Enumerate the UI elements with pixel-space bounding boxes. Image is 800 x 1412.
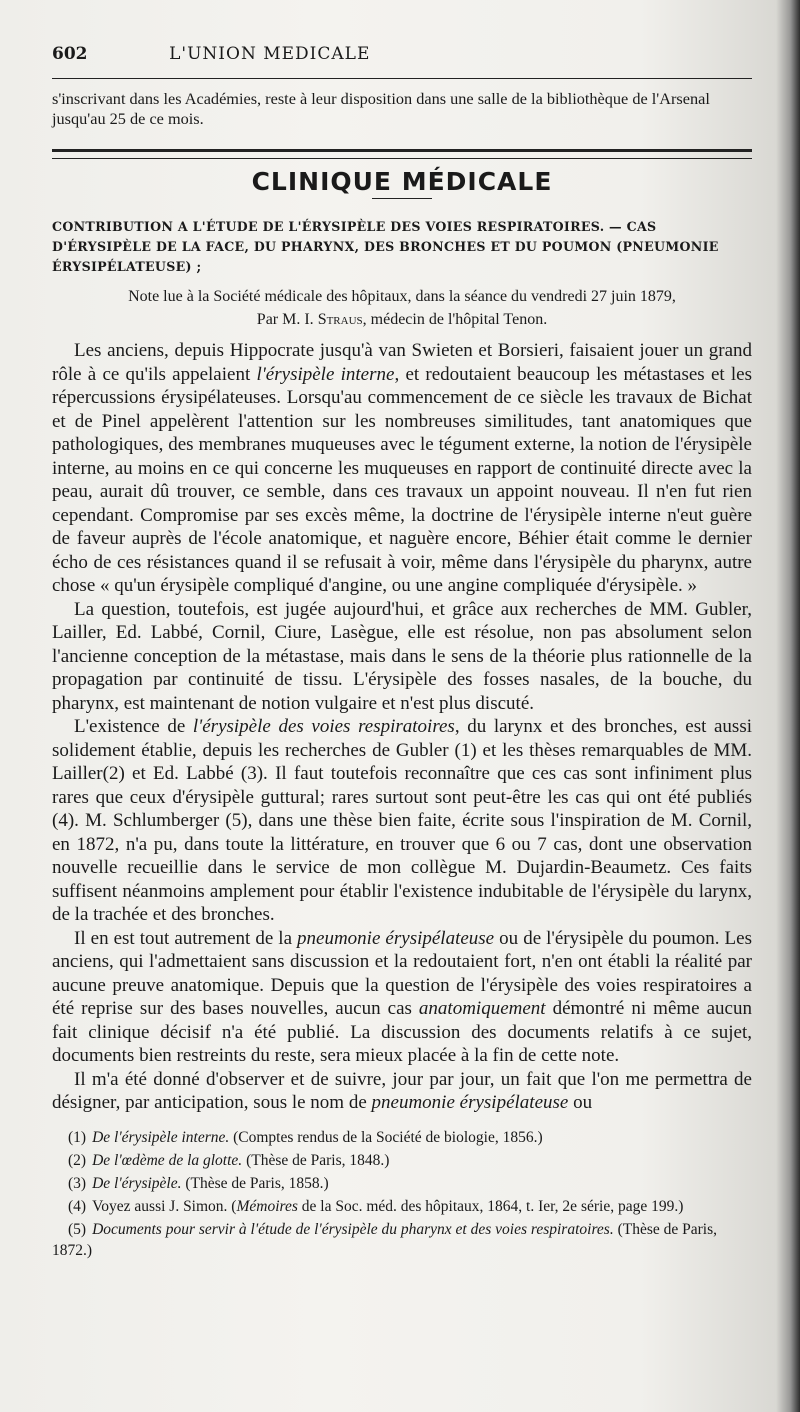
page-binding-edge bbox=[790, 0, 800, 1412]
paragraph-1: Les anciens, depuis Hippocrate jusqu'à van Swieten et Borsieri, faisaient jouer un grand rôle à ce qu'ils appelaient l'érysipèle interne, et redoutaient beaucoup les métastases et les répercussions érysipélateuses. Lorsqu'au commencement de ce siècle les travaux de Bichat et de Pinel appelèrent l'attention sur les nombreuses similitudes, tant anatomiques que pathologiques, des membranes muqueuses avec le tégument externe, la notion de l'érysipèle interne, au moins en ce qui concerne les muqueuses en rapport de continuité directe avec la peau, aurait dû trouver, ce semble, dans ces travaux un appoint nouveau. Il n'en fut rien cependant. Compromise par ses excès même, la doctrine de l'érysipèle interne n'eut guère de faveur auprès de l'école anatomique, et naguère encore, Béhier était comme le dernier écho de ces résistances quand il se refusait à voir, même dans l'érysipèle du pharynx, autre chose « qu'un érysipèle compliqué d'angine, ou une angine compliquée d'érysipèle. » bbox=[52, 340, 752, 596]
footnotes bbox=[52, 1127, 752, 1261]
footnote-1: (1) De l'érysipèle interne. (Comptes rendus de la Société de biologie, 1856.) bbox=[68, 1128, 543, 1146]
footnote-3: (3) De l'érysipèle. (Thèse de Paris, 1858.) bbox=[68, 1174, 329, 1192]
section-divider bbox=[52, 149, 752, 159]
footnote-4: (4) Voyez aussi J. Simon. (Mémoires de la Soc. méd. des hôpitaux, 1864, t. Ier, 2e série, page 199.) bbox=[68, 1197, 684, 1215]
article-title: CONTRIBUTION A L'ÉTUDE DE L'ÉRYSIPÈLE DES VOIES RESPIRATOIRES. — CAS D'ÉRYSIPÈLE DE LA FACE, DU PHARYNX, DES BRONCHES ET DU POUMON (PNEUMONIE ÉRYSIPÉLATEUSE) ; bbox=[52, 219, 719, 274]
author-suffix: , médecin de l'hôpital Tenon. bbox=[362, 311, 548, 328]
page-content bbox=[52, 44, 752, 1263]
paragraph-3: L'existence de l'érysipèle des voies respiratoires, du larynx et des bronches, est aussi solidement établie, depuis les recherches de Gubler (1) et les thèses remarquables de MM. Lailler(2) et Ed. Labbé (3). Il faut toutefois reconnaître que ces cas sont infiniment plus rares que ceux d'érysipèle guttural; rares surtout sont peut-être les cas qui ont été publiés (4). M. Schlumberger (5), dans une thèse bien faite, écrite sous l'inspiration de M. Cornil, en 1872, n'a pu, dans toute la littérature, en trouver que 6 ou 7 cas, dont une observation nouvelle recueillie dans le service de mon collègue M. Dujardin-Beaumetz. Ces faits suffisent néanmoins amplement pour établir l'existence indubitable de l'érysipèle du larynx, de la trachée et des bronches. bbox=[52, 716, 752, 925]
footnote-2: (2) De l'œdème de la glotte. (Thèse de Paris, 1848.) bbox=[68, 1151, 390, 1169]
journal-title: L'UNION MEDICALE bbox=[169, 44, 371, 64]
running-header bbox=[52, 44, 752, 76]
footnote-5: (5) Documents pour servir à l'étude de l'érysipèle du pharynx et des voies respiratoires. (Thèse de Paris, 1872.) bbox=[52, 1220, 718, 1259]
header-rule bbox=[52, 78, 752, 79]
article-body bbox=[52, 339, 752, 1115]
title-underline bbox=[372, 198, 432, 199]
article-author bbox=[52, 309, 752, 331]
section-title: CLINIQUE MÉDICALE bbox=[251, 167, 553, 196]
paragraph-5: Il m'a été donné d'observer et de suivre, jour par jour, un fait que l'on me permettra de désigner, par anticipation, sous le nom de pneumonie érysipélateuse ou bbox=[52, 1068, 752, 1113]
intro-text: s'inscrivant dans les Académies, reste à leur disposition dans une salle de la bibliothèque de l'Arsenal jusqu'au 25 de ce mois. bbox=[52, 89, 710, 128]
page-number: 602 bbox=[52, 44, 88, 64]
paragraph-4: Il en est tout autrement de la pneumonie érysipélateuse ou de l'érysipèle du poumon. Les anciens, qui l'admettaient sans discussion et la redoutaient fort, n'en ont établi la réalité par aucune preuve anatomique. Depuis que la question de l'érysipèle des voies respiratoires a été reprise sur des bases nouvelles, aucun cas anatomiquement démontré ni même aucun fait clinique décisif n'a été publié. La discussion des documents relatifs à ce sujet, documents bien restreints du reste, sera mieux placée à la fin de cette note. bbox=[52, 927, 752, 1066]
paragraph-2: La question, toutefois, est jugée aujourd'hui, et grâce aux recherches de MM. Gubler, Lailler, Ed. Labbé, Cornil, Ciure, Lasègue, elle est résolue, non pas absolument selon l'ancienne conception de la métastase, mais dans le sens de la théorie plus rationnelle de la propagation par continuité de tissu. L'érysipèle des fosses nasales, de la bouche, du pharynx, est maintenant de notion vulgaire et n'est plus discuté. bbox=[52, 598, 752, 714]
author-name: Straus bbox=[317, 311, 363, 328]
author-prefix: Par M. I. bbox=[256, 311, 318, 328]
article-note: Note lue à la Société médicale des hôpitaux, dans la séance du vendredi 27 juin 1879, bbox=[128, 288, 676, 305]
